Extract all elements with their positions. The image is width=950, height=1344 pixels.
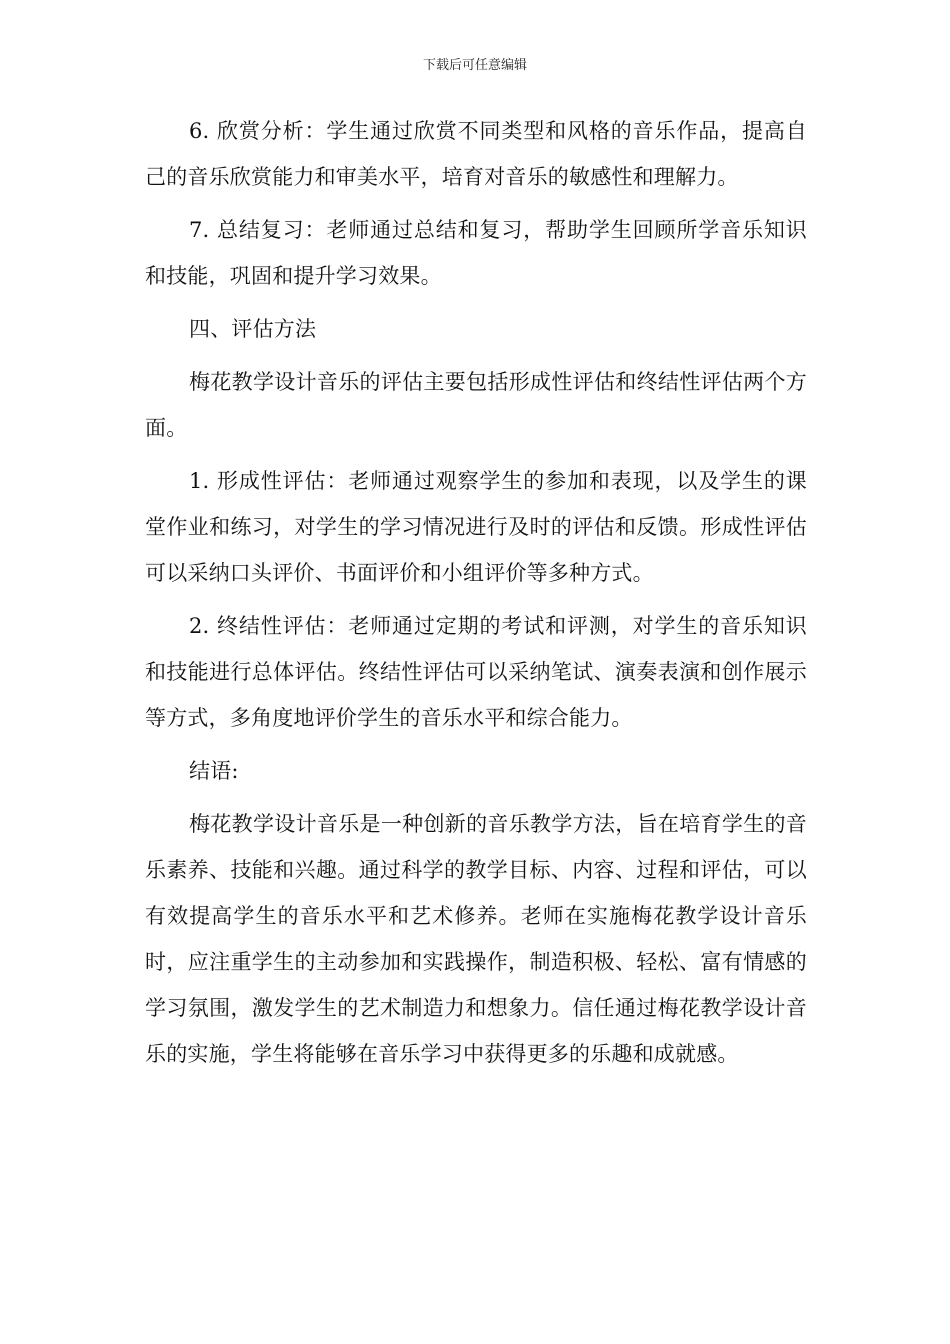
page-header-note: 下载后可任意编辑: [422, 58, 527, 73]
section-heading-conclusion: 结语:: [189, 759, 239, 783]
paragraph-conclusion: 梅花教学设计音乐是一种创新的音乐教学方法，旨在培育学生的音乐素养、技能和兴趣。通过科学的教学目标、内容、过程和评估，可以有效提高学生的音乐水平和艺术修养。老师在实施梅花教学设计音乐时，应注重学生的主动参加和实践操作，制造积极、轻松、富有情感的学习氛围，激发学生的艺术制造力和想象力。信任通过梅花教学设计音乐的实施，学生将能够在音乐学习中获得更多的乐趣和成就感。: [145, 812, 807, 1066]
paragraph-summary-review: 7. 总结复习：老师通过总结和复习，帮助学生回顾所学音乐知识和技能，巩固和提升学习效果。: [145, 218, 807, 288]
section-heading-assessment-methods: 四、评估方法: [189, 317, 317, 341]
paragraph-summative-assessment: 2. 终结性评估：老师通过定期的考试和评测，对学生的音乐知识和技能进行总体评估。终结性评估可以采纳笔试、演奏表演和创作展示等方式，多角度地评价学生的音乐水平和综合能力。: [145, 614, 807, 730]
document-body: [145, 108, 807, 1084]
paragraph-assessment-overview: 梅花教学设计音乐的评估主要包括形成性评估和终结性评估两个方面。: [145, 370, 807, 440]
paragraph-formative-assessment: 1. 形成性评估：老师通过观察学生的参加和表现，以及学生的课堂作业和练习，对学生的学习情况进行及时的评估和反馈。形成性评估可以采纳口头评价、书面评价和小组评价等多种方式。: [145, 469, 807, 585]
paragraph-appreciation-analysis: 6. 欣赏分析：学生通过欣赏不同类型和风格的音乐作品，提高自己的音乐欣赏能力和审美水平，培育对音乐的敏感性和理解力。: [145, 119, 807, 189]
